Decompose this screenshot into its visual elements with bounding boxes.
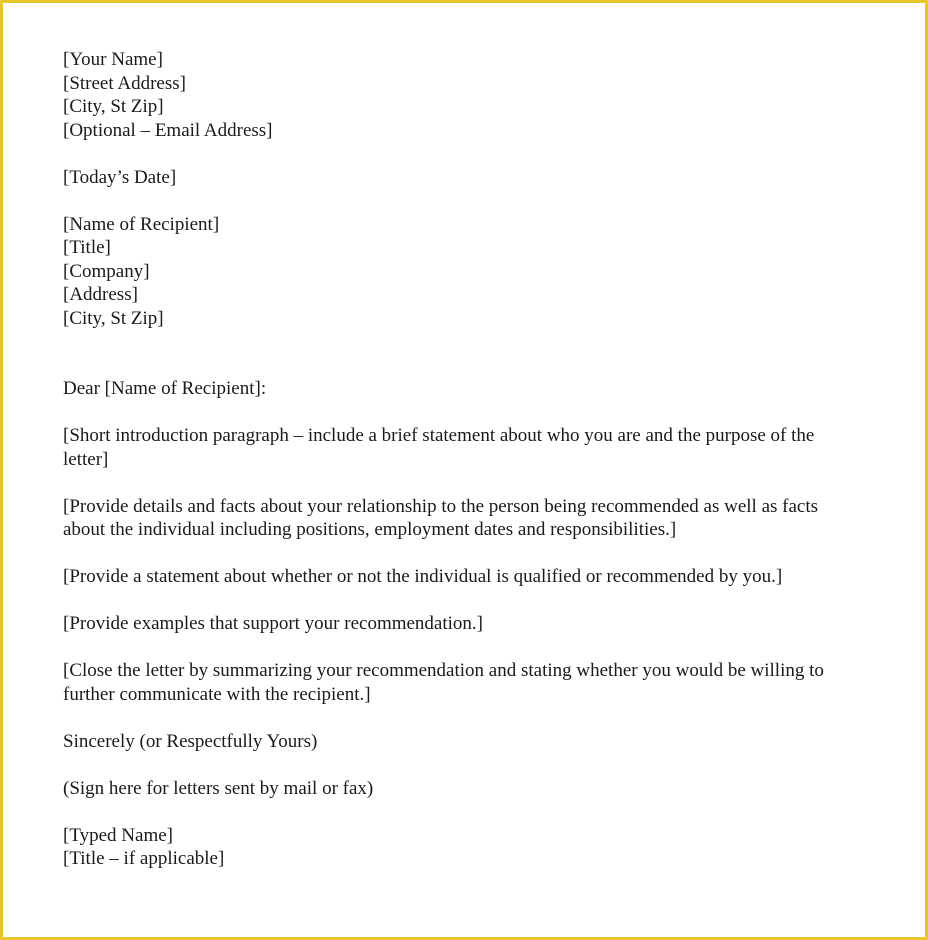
paragraph-closing: [Close the letter by summarizing your recommendation and stating whether you would be willing to further communicate with the recipient.] [63,660,824,705]
letter-date: [Today’s Date] [63,166,177,188]
recipient-title: [Title] [63,237,111,258]
salutation: Dear [Name of Recipient]: [63,378,267,399]
paragraph-introduction: [Short introduction paragraph – include a brief statement about who you are and the purpose of the letter] [63,425,815,470]
signer-title: [Title – if applicable] [63,848,225,869]
recipient-address: [Address] [63,284,138,305]
sender-block [63,48,863,142]
signature-note: (Sign here for letters sent by mail or fax) [63,777,374,799]
letter-body [63,48,863,871]
recipient-block [63,213,863,331]
signer-block [63,824,863,871]
sender-email: [Optional – Email Address] [63,119,273,141]
paragraph-qualification: [Provide a statement about whether or not the individual is qualified or recommended by you.] [63,566,783,587]
signer-name: [Typed Name] [63,824,173,846]
complimentary-closing: Sincerely (or Respectfully Yours) [63,730,318,752]
recipient-city: [City, St Zip] [63,307,164,329]
sender-name: [Your Name] [63,49,163,70]
recipient-name: [Name of Recipient] [63,213,220,235]
recipient-company: [Company] [63,260,150,282]
paragraph-examples: [Provide examples that support your recommendation.] [63,613,484,634]
sender-street: [Street Address] [63,72,186,94]
paragraph-relationship: [Provide details and facts about your relationship to the person being recommended as well as facts about the individual including positions, employment dates and responsibilities.] [63,495,819,540]
sender-city: [City, St Zip] [63,96,164,117]
